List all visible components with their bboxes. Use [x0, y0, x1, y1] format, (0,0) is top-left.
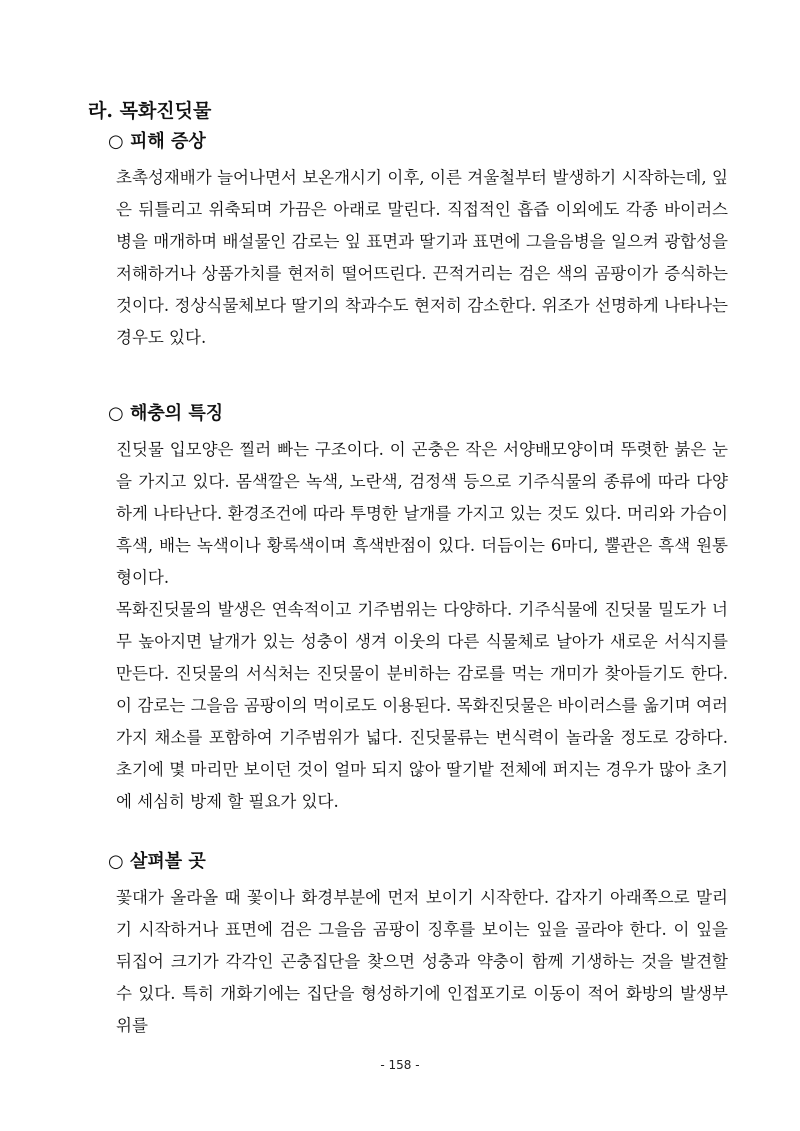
section-pest-features	[108, 400, 748, 818]
paragraph-damage-symptoms: 초촉성재배가 늘어나면서 보온개시기 이후, 이른 겨울철부터 발생하기 시작하는데, 잎은 뒤틀리고 위축되며 가끔은 아래로 말린다. 직접적인 흡즙 이외에도 각종 바이러스병을 매개하며 배설물인 감로는 잎 표면과 딸기과 표면에 그을음병을 일으켜 광합성을 저해하거나 상품가치를 현저히 떨어뜨린다. 끈적거리는 검은 색의 곰팡이가 증식하는 것이다. 정상식물체보다 딸기의 착과수도 현저히 감소한다. 위조가 선명하게 나타나는 경우도 있다.	[116, 168, 728, 347]
section-heading: 라. 목화진딧물	[88, 100, 212, 122]
section-title-pest-features: ○ 해충의 특징	[108, 403, 224, 424]
page-number: - 158 -	[380, 1058, 420, 1072]
section-title-where-to-check: ○ 살펴볼 곳	[108, 851, 206, 872]
section-title-damage-symptoms: ○ 피해 증상	[108, 131, 206, 152]
paragraph-where-to-check: 꽃대가 올라올 때 꽃이나 화경부분에 먼저 보이기 시작한다. 갑자기 아래쪽으로 말리기 시작하거나 표면에 검은 그을음 곰팡이 징후를 보이는 잎을 골라야 한다. 이 잎을 뒤집어 크기가 각각인 곤충집단을 찾으면 성충과 약충이 함께 기생하는 것을 발견할 수 있다. 특히 개화기에는 집단을 형성하기에 인접포기로 이동이 적어 화방의 발생부위를	[116, 888, 728, 1035]
section-damage-symptoms	[108, 128, 748, 354]
section-where-to-check	[108, 848, 748, 1042]
paragraph-pest-features-2: 목화진딧물의 발생은 연속적이고 기주범위는 다양하다. 기주식물에 진딧물 밀도가 너무 높아지면 날개가 있는 성충이 생겨 이웃의 다른 식물체로 날아가 새로운 서식지를 만든다. 진딧물의 서식처는 진딧물이 분비하는 감로를 먹는 개미가 찾아들기도 한다. 이 감로는 그을음 곰팡이의 먹이로도 이용된다. 목화진딧물은 바이러스를 옮기며 여러 가지 채소를 포함하여 기주범위가 넓다. 진딧물류는 번식력이 놀라울 정도로 강하다. 초기에 몇 마리만 보이던 것이 얼마 되지 않아 딸기밭 전체에 퍼지는 경우가 많아 초기에 세심히 방제 할 필요가 있다.	[116, 600, 728, 811]
paragraph-pest-features-1: 진딧물 입모양은 찔러 빠는 구조이다. 이 곤충은 작은 서양배모양이며 뚜렷한 붉은 눈을 가지고 있다. 몸색깔은 녹색, 노란색, 검정색 등으로 기주식물의 종류에 따라 다양하게 나타난다. 환경조건에 따라 투명한 날개를 가지고 있는 것도 있다. 머리와 가슴이 흑색, 배는 녹색이나 황록색이며 흑색반점이 있다. 더듬이는 6마디, 뿔관은 흑색 원통형이다.	[116, 440, 728, 587]
